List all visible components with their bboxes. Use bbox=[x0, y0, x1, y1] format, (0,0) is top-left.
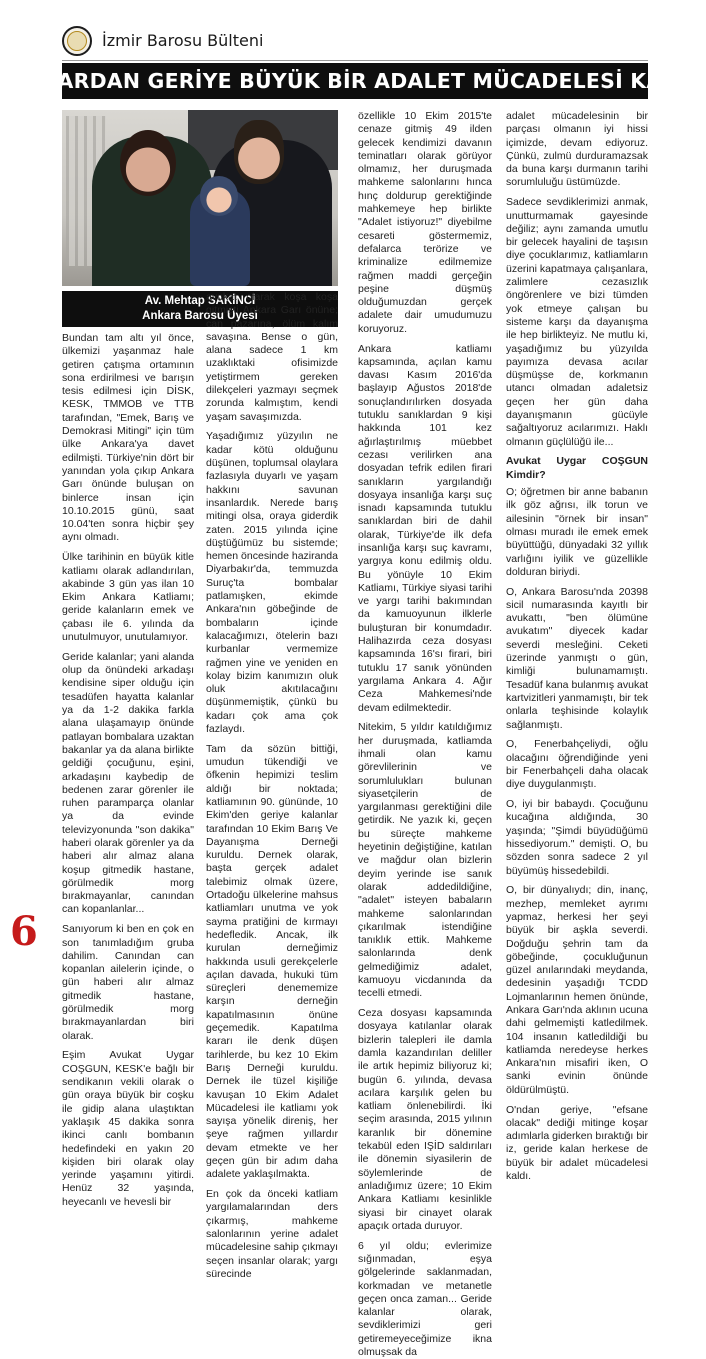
article-paragraph: Ceza dosyası kapsamında dosyaya katılanlar olarak bizlerin talepleri ile damla damla kazandırılan deliller ile artık hepimiz biliyoruz ki; bugün 6. yılında, devasa acılara karşılık gelen bu katliam önlenebilirdi. İki seçim arasında, 2015 yılının karanlık bir dönemine tekabül eden IŞİD saldırıları ile dönemin siyasilerin de söylemlerinde de anladığımız üzere; 10 Ekim Ankara Katliamı kesinlikle siyasi bir cinayet olarak apaçık ortada duruyor. bbox=[358, 1007, 492, 1232]
article-paragraph: Eşim Avukat Uygar COŞGUN, KESK'e bağlı bir sendikanın vekili olarak o gün oraya büyük bir coşku ile gidip alana ulaştıktan yaklaşık 45 dakika sonra ikinci canlı bombanın hedefindeki en yakın 20 kişiden biri olarak olay yerinde yaşamını yitirdi. Henüz 32 yaşında, heyecanlı ve hevesli bir bbox=[62, 1049, 194, 1208]
section-heading: Avukat Uygar COŞGUN Kimdir? bbox=[506, 455, 648, 481]
page-header bbox=[62, 26, 648, 58]
article-paragraph: Ülke tarihinin en büyük kitle katliamı olarak adlandırılan, akabinde 3 gün yas ilan 10 Ekim Ankara Katliamı; geride kalanların emek ve çabası ile 6. yılında da unutulmuyor, unutulamıyor. bbox=[62, 551, 194, 644]
author-name: Av. Mehtap SAKİNCİ bbox=[144, 295, 256, 307]
article-paragraph: 6 yıl oldu; evlerimize sığınmadan, eşya gölgelerinde saklanmadan, korkmadan ve metanetle geçen onca zaman... Geride kalanlar olarak, sevdiklerimizi geri getiremeyeceğimize ikna olmuşsak da bbox=[358, 1239, 492, 1359]
article-paragraph: Sanıyorum ki ben en çok en son tanımladığım gruba dahilim. Canından can kopanlan ailelerin içinde, o gün haberi alır almaz gitmedik hastane, görülmedik morg bırakmayanlardan biri olarak. bbox=[62, 923, 194, 1042]
article-paragraph: Ankara katliamı kapsamında, açılan kamu davası Kasım 2016'da başlayıp Ağustos 2018'de sonuçlandırılırken dosyada tutuklu sanıklardan 9 kişi hakkında 101 kez ağırlaştırılmış müebbet cezası verilirken ana dosyadan tefrik edilen firari sanıkların yargılandığı dosyaya insanlığa karşı suç isnadı kapsamında tutuklu sanıklardan biri de dahil olarak, Türkiye'de ilk defa insanlığa karşı suç kavramı, yargıya konu edilmiş oldu. Bu yönüyle 10 Ekim Katliamı, Türkiye siyasi tarihi ve yargı tarihi bakımından da kamuoyunun ilklerle buluşturan bir konumdadır. Halihazırda ceza dosyası kapsamında 16'sı firari, biri tutuklu 17 sanık yönünden yargılama Ankara 4. Ağır Ceza Mahkemesi'nde devam edilmektedir. bbox=[358, 342, 492, 714]
publication-name: İzmir Barosu Bülteni bbox=[102, 31, 264, 50]
column-1 bbox=[62, 332, 194, 1208]
article-paragraph: Sadece sevdiklerimizi anmak, unutturmamak gayesinde değiliz; aynı zamanda umutlu bir gelecek hayalini de taşısın diye çocuklarımız, katliamların üzerini kapatmaya çalışanlara, zalimlere cezasızlık öngörenlere ve bizi tümden yok etmeye çalışan bu sisteme karşı da dayanışma ile hep birlikteyiz. Ne mutlu ki, yaşadığımız bu yüzyılda payımıza devasa acılar düşmüşse de, korkmanın utancı olmadan adaletsiz geçen her gün daha dayanışmanın gücüyle sağaltıyoruz acılarımızı. Haklı olmanın güçlülüğü ile... bbox=[506, 196, 648, 448]
article-paragraph: Tam da sözün bittiği, umudun tükendiği ve öfkenin hepimizi teslim aldığı bir noktada; katliamının 90. gününde, 10 Ekim'den geriye kalanlar tarafından 10 Ekim Barış Ve Dayanışma Derneği kuruldu. Dernek olarak, başta gerçek adalet talebimiz olmak üzere, Ortadoğu ülkelerine mahsus katliamları unutma ve yok sayma pratiğini de kırmayı hedefledik. Ancak, ilk kurulan derneğimiz hakkında usuli gerekçelerle açılan davada, hukuki tüm süreçleri denememize karşın derneğin kapatılmasının önüne geçemedik. Kapatılma kararı ile denk düşen tarihlerde, bu kez 10 Ekim Barış Derneği kuruldu. Dernek ile tüzel kişiliğe kavuşan 10 Ekim Adalet Mücadelesi ile katliamı yok sayışa yönelik direniş, her şeye rağmen yıllardır devam etmekte ve her geçen gün bir adım daha adalete yaklaşılmakta. bbox=[206, 742, 338, 1181]
article-paragraph: Nitekim, 5 yıldır katıldığımız her duruşmada, katliamda ihmali olan kamu görevlilerinin ve sorumlulukları bulunan siyasetçilerin de yargılanması gerektiğini dile getirdik. Ne yazık ki, geçen bu süreçte mahkeme heyetinin değiştiğine, katılan ve mağdur olan bizlerin deyim yerinde ise sanık olarak addedildiğine, "adalet" isteyen babaların mahkeme salonlarından çıkarılmak istendiğine tanıklık ettik. Mahkeme salonlarında denk gelmediğimiz adalet, kamuoyu vicdanında da tecelli etmedi. bbox=[358, 721, 492, 1000]
article-paragraph: O, bir dünyalıydı; din, inanç, mezhep, memleket ayrımı yapmaz, herkesi her şeyi büyük bir aşkla severdi. Doğduğu şehrin tam da göbeğinde, çocukluğunun güzel anılarındaki meydanda, dedesinin yaşadığı TCDD Lojmanlarının hemen önünde, Ankara Garı'nda aklının ucuna dahi gelmemişti katledilmek. 104 insanın katledildiği bu katliamda neredeyse herkes Ankara'nın misafiri iken, O sanki evinin önünde öldürülmüştü. bbox=[506, 884, 648, 1096]
article-paragraph: Geride kalanlar; yani alanda olup da önündeki arkadaşı kendisine siper olduğu için tesadüfen hayatta kalanlar ya da 1-2 dakika farkla alana ulaşamayıp önünde patlayan bombalara uzaktan bakanlar ya da alana birlikte geldiği çocuğunu, eşini, arkadaşını kaybedip de bedenen zarar görenler ile ruhen paramparça olanlar ya da evinde televizyonunda "son dakika" haberi olarak görenler ya da haberi alır almaz alana koşup gitmedik hastane, görülmedik morg bırakmayanlar, canından can kopanlanlar... bbox=[62, 650, 194, 916]
article-paragraph: O, Ankara Barosu'nda 20398 sicil numarasında kayıtlı bir avukattı, "ben ölümüne avukatım" diyecek kadar severdi mesleğini. Ceketi üzerinde yanmıştı o gün, kimliği bulunamamıştı. Tesadüf kana bulanmış avukat kartvizitleri yanmamıştı, bir tek onlarla teşhisinde kolaylık sağlanmıştı. bbox=[506, 585, 648, 731]
article-paragraph: özellikle 10 Ekim 2015'te cenaze gitmiş 49 ilden gelecek kendimizi davanın teminatları olarak görüyor olmamız, her duruşmada mahkeme salonlarını hınca hınç doldurup gerektiğinde mahkemeye hep birlikte "Adalet istiyoruz!" diyebilme cesareti göstermemiz, defalarca terörize ve kriminalize edilmemize rağmen maddi gerçeğin peşine düşmüş olduğumuzdan gerçek adalete dair umudumuzu koruyoruz. bbox=[358, 110, 492, 335]
article-paragraph: O, Fenerbahçeliydi, oğlu olacağını öğrendiğinde yeni bir Fenerbahçeli daha olacak diye duygulanmıştı. bbox=[506, 738, 648, 791]
article-title: ONLARDAN GERİYE BÜYÜK BİR ADALET MÜCADELESİ KALDI bbox=[62, 63, 648, 99]
page-number: 6 bbox=[10, 908, 38, 955]
article-paragraph: En çok da önceki katliam yargılamalarından ders çıkarmış, mahkeme salonlarının yerine adalet mücadelesine sahip çıkmayı seçen insanlar olarak; yargı sürecinde bbox=[206, 1188, 338, 1280]
article-paragraph: adalet mücadelesinin bir parçası olmanın iyi hissi içimizde, devam ediyoruz. Çünkü, zulmü durduramazsak da buna karşı durmanın tarihi sorumluluğu üstümüzde. bbox=[506, 110, 648, 189]
author-role: Ankara Barosu Üyesi bbox=[142, 310, 258, 322]
column-3 bbox=[358, 110, 492, 1359]
family-photo bbox=[62, 110, 338, 286]
column-2 bbox=[206, 291, 338, 1280]
article-paragraph: Bundan tam altı yıl önce, ülkemizi yaşanmaz hale getiren çatışma ortamının sona erdirilmesi ve barışın tesis edilmesi için DİSK, KESK, TMMOB ve TTB tarafından, "Emek, Barış ve Demokrasi Mitingi" için tüm ülke Ankara'ya davet edilmişti. Türkiye'nin dört bir yanından yola çıkıp Ankara Garı önünde buluşan on binlerce insan için 10.10.2015 günü, saat 10.04'ten sonra hiçbir şey aynı olmadı. bbox=[62, 332, 194, 544]
header-rule bbox=[62, 60, 648, 61]
article-paragraph: O'ndan geriye, "efsane olacak" dediği mitinge koşar adımlarla giderken bıraktığı bir iz, geride kalan herkese de büyük bir adalet mücadelesi kaldı. bbox=[506, 1103, 648, 1183]
bar-association-logo bbox=[62, 26, 92, 56]
article-paragraph: O; öğretmen bir anne babanın ilk göz ağrısı, ilk torun ve ailesinin "örnek bir insan" olması muradı ile emek emek büyüttüğü, dünyadaki 32 yıllık varlığını iyilik ve güzellikle dolduran biriydi. bbox=[506, 486, 648, 578]
article-paragraph: Yaşadığımız yüzyılın ne kadar kötü olduğunu düşünen, toplumsal olaylara fazlasıyla duyarlı ve yaşam hakkını savunan insanlardık. Nerede barış mitingi olsa, oraya giderdik zaten. 2015 yılında içine düştüğümüz bu sistemde; hemen öncesinde haziranda Diyarbakır'da, temmuzda Suruç'ta bombalar patlamışken, ekimde Ankara'nın göbeğinde de bombaların içinde kalacağımızı, ötelerin bazı kurbanlar vermemize rağmen yine ve yeniden en kolay bizim kanımızın oluk oluk akıtılacağını düşünmemiştik, çünkü bu kadarı çok ama çok fazlaydı. bbox=[206, 430, 338, 735]
article-paragraph: avukat olarak koşa koşa gitmişti Ankara Garı önüne; can pazarına, ölüm kalım savaşına. Bense o gün, alana sadece 1 km uzaklıktaki ofisimizde yetiştirmem gereken dilekçeleri yazmayı seçmek zorunda kalmıştım, kendi yaşam savaşımızda. bbox=[206, 291, 338, 423]
column-4 bbox=[506, 110, 648, 1183]
article-paragraph: O, iyi bir babaydı. Çocuğunu kucağına aldığında, 30 yaşında; "Şimdi büyüdüğümü hissediyorum." demişti. O, bu sözden sonra sadece 2 yıl büyümüş hissedebildi. bbox=[506, 798, 648, 877]
